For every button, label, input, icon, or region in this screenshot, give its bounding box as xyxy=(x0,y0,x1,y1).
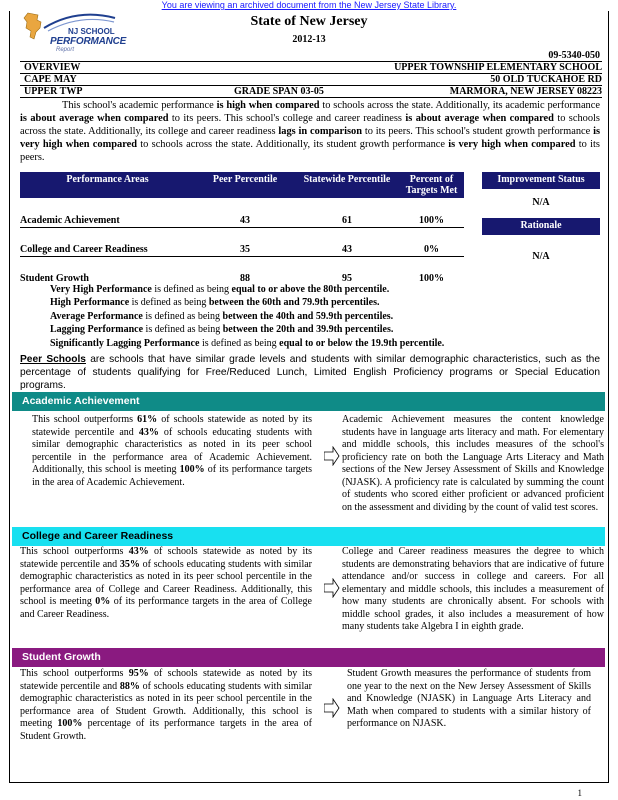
growth-summary: This school outperforms 95% of schools statewide as noted by its statewide percentile and 88% of schools educating students with similar demographic characteristics as noted in its peer school percentile in the performance area of Student Growth. Additionally, this school is meeting 100% percentage of its performance targets in the area of Student Growth. xyxy=(20,668,313,742)
definition-item: High Performance is defined as being between the 60th and 79.9th percentiles. xyxy=(50,297,380,309)
header-row-overview xyxy=(20,61,602,73)
logo-line-1: NJ SCHOOL xyxy=(68,27,115,36)
row-targets: 100% xyxy=(399,198,464,227)
right-arrow-icon xyxy=(324,578,340,598)
right-arrow-icon xyxy=(324,698,340,718)
peer-schools-note: Peer Schools are schools that have similar grade levels and students with similar demographic characteristics, such as the percentage of students qualifying for Free/Reduced Lunch, Limited English Proficiency programs or Special Education programs. xyxy=(20,354,600,391)
performance-table xyxy=(20,172,464,285)
county-name: CAPE MAY xyxy=(24,74,77,85)
row-area: Academic Achievement xyxy=(20,198,195,227)
row-peer: 35 xyxy=(195,227,295,256)
col-header-statewide: Statewide Percentile xyxy=(295,172,399,198)
row-statewide: 61 xyxy=(295,198,399,227)
right-arrow-icon xyxy=(324,446,340,466)
header-row-district xyxy=(20,85,602,98)
academic-description: Academic Achievement measures the content knowledge students have in language arts literacy and math. For elementary and middle schools, this includes measures of the school's proficiency rate on both the Language Arts Literacy and Math sections of the New Jersey Assessment of Skills and Knowledge (NJASK). A proficiency rate is calculated by summing the count of students who scored either proficient or advanced proficient on the assessment and dividing by the count of valid test scores. xyxy=(342,414,604,513)
city-state-zip: MARMORA, NEW JERSEY 08223 xyxy=(449,86,602,97)
logo-line-3: Report xyxy=(56,47,75,53)
definition-item: Very High Performance is defined as being equal to or above the 80th percentile. xyxy=(50,284,390,295)
row-targets: 100% xyxy=(419,273,444,284)
definition-item: Lagging Performance is defined as being between the 20th and 39.9th percentiles. xyxy=(50,324,394,336)
definition-item: Average Performance is defined as being between the 40th and 59.9th percentiles. xyxy=(50,310,394,322)
table-row xyxy=(20,227,464,256)
improvement-status-value: N/A xyxy=(532,197,550,208)
logo-line-2: PERFORMANCE xyxy=(50,36,127,47)
row-area: College and Career Readiness xyxy=(20,227,195,256)
archive-notice-link[interactable]: You are viewing an archived document from the New Jersey State Library. xyxy=(161,0,457,10)
row-statewide: 43 xyxy=(295,227,399,256)
rationale-header: Rationale xyxy=(482,218,600,235)
school-name: UPPER TOWNSHIP ELEMENTARY SCHOOL xyxy=(394,62,602,73)
table-row xyxy=(20,256,464,285)
academic-summary: This school outperforms 61% of schools statewide as noted by its statewide percentile and 43% of schools educating students with similar demographic characteristics as noted in its peer school percentile in the performance area of Academic Achievement. Additionally, this school is meeting 100% of its performance targets in the area of Academic Achievement. xyxy=(32,414,312,488)
section-header-academic: Academic Achievement xyxy=(12,392,605,411)
growth-description: Student Growth measures the performance of students from one year to the next on the New Jersey Assessment of Skills and Knowledge (NJASK) in Language Arts Literacy and Math when compared to students with a similar history of performance on NJASK. xyxy=(347,668,591,729)
row-area: Student Growth xyxy=(20,273,89,284)
street-address: 50 OLD TUCKAHOE RD xyxy=(490,74,602,85)
col-header-targets: Percent of Targets Met xyxy=(399,172,464,198)
definition-item: Significantly Lagging Performance is defined as being equal to or below the 19.9th percentile. xyxy=(50,337,445,349)
school-code: 09-5340-050 xyxy=(548,50,600,61)
row-statewide: 95 xyxy=(342,273,352,284)
page-number: 1 xyxy=(577,788,582,798)
table-header-row xyxy=(20,172,464,198)
rationale-value: N/A xyxy=(532,251,550,262)
row-peer: 43 xyxy=(195,198,295,227)
section-header-growth: Student Growth xyxy=(12,648,605,667)
grade-span: GRADE SPAN 03-05 xyxy=(234,86,324,97)
college-summary: This school outperforms 43% of schools statewide as noted by its statewide percentile and 35% of schools educating students with similar demographic characteristics as noted in its peer school percentile in the performance area of College and Career Readiness. Additionally, this school is meeting 0% of its performance targets in the area of College and Career Readiness. xyxy=(20,546,313,620)
school-year: 2012-13 xyxy=(292,34,326,45)
col-header-areas: Performance Areas xyxy=(20,172,195,198)
header-row-county xyxy=(20,73,602,85)
overview-label: OVERVIEW xyxy=(24,62,81,73)
performance-definitions xyxy=(50,283,444,350)
peer-schools-term: Peer Schools xyxy=(20,354,86,365)
col-header-peer: Peer Percentile xyxy=(195,172,295,198)
row-peer: 88 xyxy=(240,273,250,284)
college-description: College and Career readiness measures the degree to which students are demonstrating behaviors that are indicative of future attendance and/or success in college and careers. For all elementary and middle schools, this includes a measurement of how many students are chronically absent. For schools with middle school grades, it also includes a measurement of how many students take Algebra I in eighth grade. xyxy=(342,546,604,632)
table-row xyxy=(20,198,464,227)
row-targets: 0% xyxy=(399,227,464,256)
intro-summary: This school's academic performance is high when compared to schools across the state. Additionally, its academic performance is about average when compared to its peers. This school's college and career readiness is about average when compared to schools across the state. Additionally, its college and career readiness lags in comparison to its peers. This school's student growth performance is very high when compared to schools across the state. Additionally, its student growth performance is very high when compared to its peers. xyxy=(20,100,601,163)
improvement-status-header: Improvement Status xyxy=(482,172,600,189)
district-name: UPPER TWP xyxy=(24,86,83,97)
section-header-college: College and Career Readiness xyxy=(12,527,605,546)
page-title: State of New Jersey xyxy=(250,14,368,29)
